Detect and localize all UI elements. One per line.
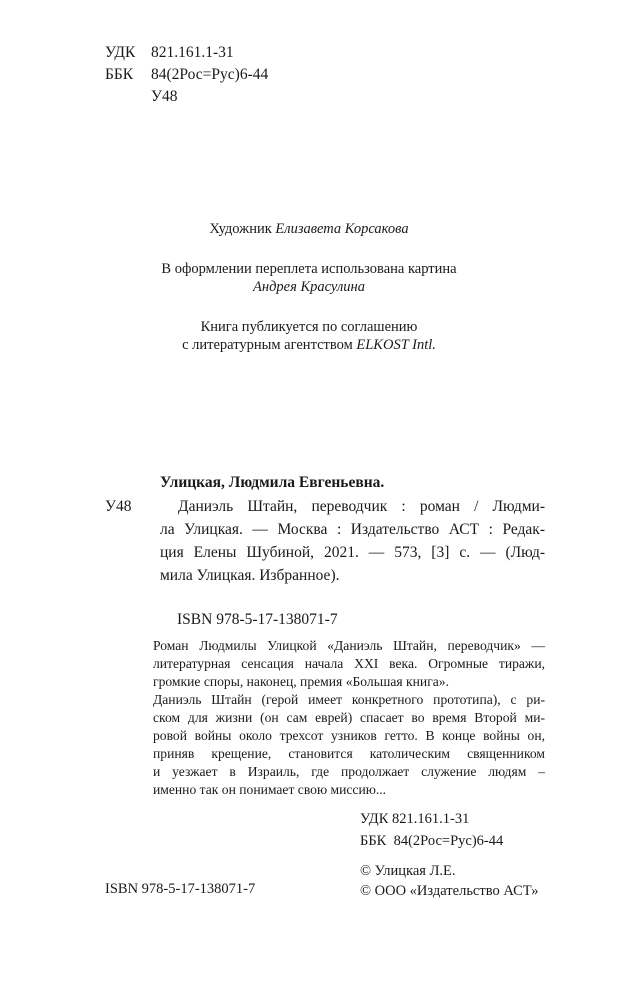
bottom-isbn: ISBN 978-5-17-138071-7 <box>105 881 256 897</box>
author-mark: У48 <box>151 88 178 105</box>
agency-prefix: с литературным агентством <box>182 337 353 353</box>
catalog-line: ция Елены Шубиной, 2021. — 573, [3] с. — (Люд- <box>160 544 545 561</box>
cover-credit: В оформлении переплета использована картина <box>161 261 457 277</box>
bottom-bbk <box>360 832 503 850</box>
bbk-label: ББК <box>360 833 387 849</box>
copyright-publisher: © ООО «Издательство АСТ» <box>360 883 539 899</box>
catalog-isbn: ISBN 978-5-17-138071-7 <box>177 611 338 628</box>
bbk-value: 84(2Рос=Рус)6-44 <box>151 66 269 83</box>
udk-label: УДК <box>105 44 136 61</box>
annotation-line: литературная сенсация начала XXI века. Огромные тиражи, <box>153 656 545 671</box>
annotation-line: Даниэль Штайн (герой имеет конкретного прототипа), с ри- <box>153 692 545 707</box>
bbk-value: 84(2Рос=Рус)6-44 <box>393 833 504 849</box>
annotation-line: и уезжает в Израиль, где продолжает служение людям – <box>153 764 545 779</box>
author-heading-text: Улицкая, Людмила Евгеньевна. <box>160 474 385 491</box>
copyright-author: © Улицкая Л.Е. <box>360 863 456 879</box>
catalog-line: ла Улицкая. — Москва : Издательство АСТ : Редак- <box>160 521 545 538</box>
bottom-udk: УДК 821.161.1-31 <box>360 811 470 827</box>
painter-name: Андрея Красулина <box>253 279 365 295</box>
annotation-line: именно так он понимает свою миссию... <box>153 782 387 797</box>
annotation-line: Роман Людмилы Улицкой «Даниэль Штайн, переводчик» — <box>153 638 545 653</box>
catalog-line: Даниэль Штайн, переводчик : роман / Людми- <box>178 498 545 515</box>
udk-value: 821.161.1-31 <box>151 44 234 61</box>
annotation-line: ровой войны около трехсот узников гетто. В конце войны он, <box>153 728 545 743</box>
annotation-line: ском для жизни (он сам еврей) спасает во время Второй ми- <box>153 710 545 725</box>
catalog-line: мила Улицкая. Избранное). <box>160 567 340 584</box>
artist-credit <box>0 220 618 238</box>
agency-name: ELKOST Intl. <box>356 337 436 353</box>
annotation-line: громкие споры, наконец, премия «Большая книга». <box>153 674 450 689</box>
bbk-line <box>105 66 268 84</box>
udk-line <box>105 44 234 62</box>
annotation-line: приняв крещение, становится католическим священником <box>153 746 545 761</box>
author-heading <box>160 474 384 492</box>
bbk-label: ББК <box>105 66 134 83</box>
artist-name: Елизавета Корсакова <box>275 221 409 237</box>
agreement-line: Книга публикуется по соглашению <box>200 319 418 335</box>
catalog-author-mark: У48 <box>105 498 132 515</box>
cover-painter <box>0 278 618 296</box>
artist-prefix: Художник <box>209 221 272 237</box>
agency-line <box>0 336 618 354</box>
